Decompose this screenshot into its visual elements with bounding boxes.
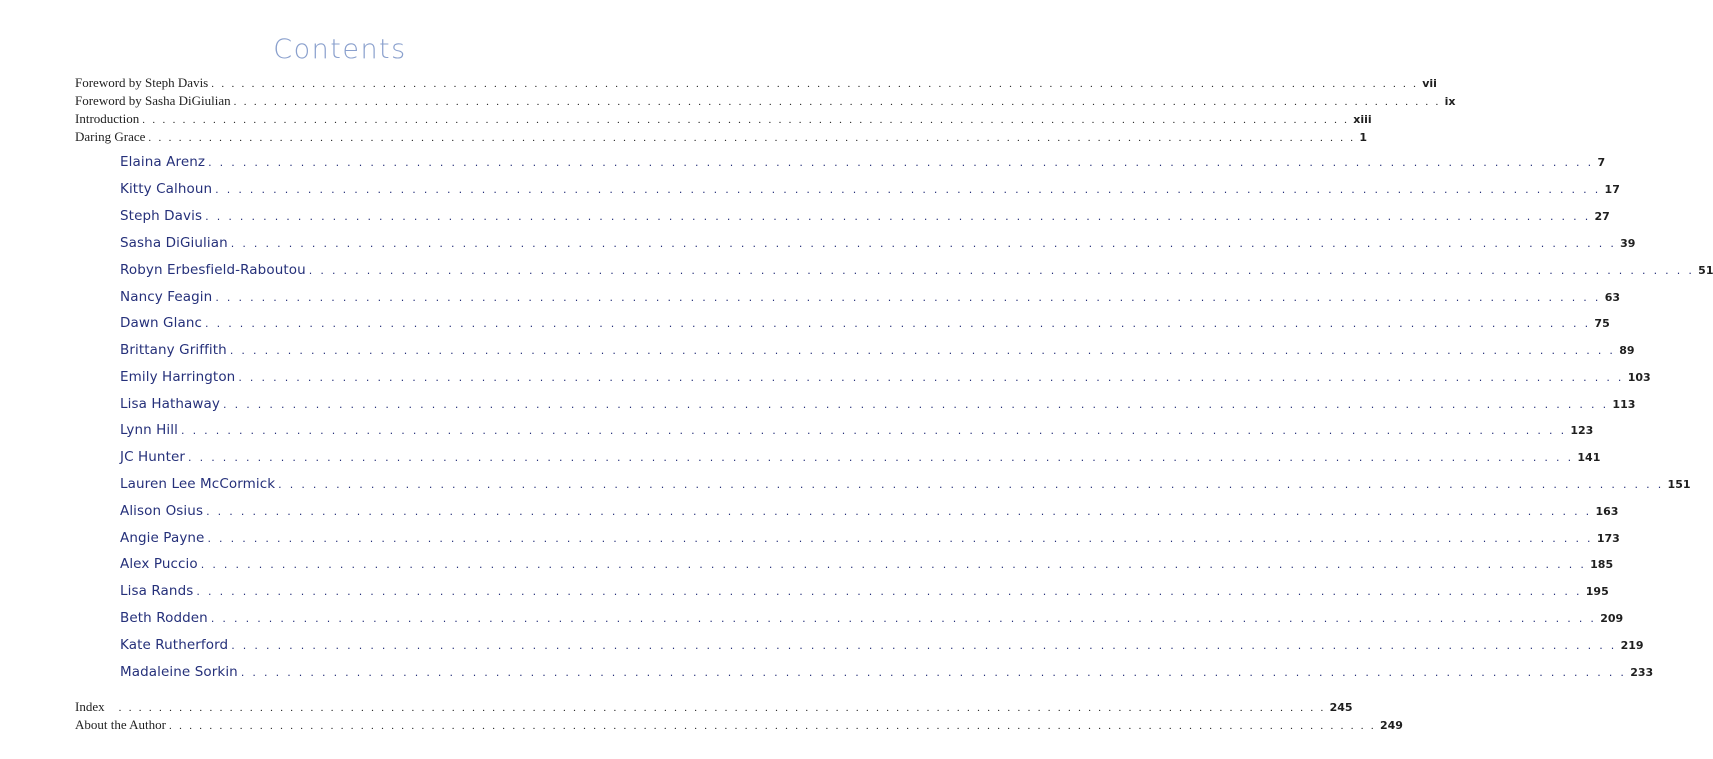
dot-leader: . . . . . . . . . . . . . . . . . . . . . . . . . . . . . . . . . . . . . . . . . . . . . . . . . . . . . . . . . . . . . . . . . . . . . . . . . . . . . . . . . . . . . . . . . . . . . . . . . . . . . . . . . . . . . . . . . . . . . . . . — [205, 210, 1591, 223]
toc-entry-daring-grace[interactable] — [75, 129, 1367, 147]
dot-leader: . . . . . . . . . . . . . . . . . . . . . . . . . . . . . . . . . . . . . . . . . . . . . . . . . . . . . . . . . . . . . . . . . . . . . . . . . . . . . . . . . . . . . . . . . . . . . . . . . . . . . . . . . . . . . . . . . . . . . . . . — [211, 78, 1419, 90]
toc-chapter-label: Lisa Rands — [120, 583, 194, 599]
toc-entry-page-number: vii — [1422, 77, 1437, 90]
toc-chapter-page-number: 17 — [1604, 183, 1620, 196]
dot-leader: . . . . . . . . . . . . . . . . . . . . . . . . . . . . . . . . . . . . . . . . . . . . . . . . . . . . . . . . . . . . . . . . . . . . . . . . . . . . . . . . . . . . . . . . . . . . . . . . . . . . . . . . . . . . . . . . . . . . . . . . — [229, 344, 1616, 357]
toc-chapter-sasha-digiulian[interactable] — [120, 235, 1636, 257]
dot-leader: . . . . . . . . . . . . . . . . . . . . . . . . . . . . . . . . . . . . . . . . . . . . . . . . . . . . . . . . . . . . . . . . . . . . . . . . . . . . . . . . . . . . . . . . . . . . . . . . . . . . . . . . . . . . . . . . . . . . . . . . — [208, 156, 1594, 169]
dot-leader: . . . . . . . . . . . . . . . . . . . . . . . . . . . . . . . . . . . . . . . . . . . . . . . . . . . . . . . . . . . . . . . . . . . . . . . . . . . . . . . . . . . . . . . . . . . . . . . . . . . . . . . . . . . . . . . . . . . . . . . . — [278, 478, 1664, 491]
toc-chapter-kate-rutherford[interactable] — [120, 637, 1644, 659]
toc-entry-label: Foreword by Steph Davis — [75, 75, 209, 90]
dot-leader: . . . . . . . . . . . . . . . . . . . . . . . . . . . . . . . . . . . . . . . . . . . . . . . . . . . . . . . . . . . . . . . . . . . . . . . . . . . . . . . . . . . . . . . . . . . . . . . . . . . . . . . . . . . . . . . . . . . . . . . . — [142, 114, 1350, 126]
toc-entry-label: Introduction — [75, 111, 140, 126]
toc-chapter-page-number: 123 — [1570, 424, 1594, 437]
toc-chapter-lisa-hathaway[interactable] — [120, 396, 1636, 418]
toc-entry-label: About the Author — [75, 717, 166, 732]
toc-chapter-page-number: 195 — [1585, 585, 1609, 598]
dot-leader: . . . . . . . . . . . . . . . . . . . . . . . . . . . . . . . . . . . . . . . . . . . . . . . . . . . . . . . . . . . . . . . . . . . . . . . . . . . . . . . . . . . . . . . . . . . . . . . . . . . . . . . . . . . . . . . . . . . . . . . . — [231, 639, 1617, 652]
toc-chapter-label: Nancy Feagin — [120, 289, 213, 305]
toc-chapter-page-number: 163 — [1595, 505, 1619, 518]
dot-leader: . . . . . . . . . . . . . . . . . . . . . . . . . . . . . . . . . . . . . . . . . . . . . . . . . . . . . . . . . . . . . . . . . . . . . . . . . . . . . . . . . . . . . . . . . . . . . . . . . . . . . . . . . . . . . . . . . . . . . . . . — [180, 424, 1567, 437]
toc-entry-about-the-author[interactable] — [75, 717, 1403, 735]
toc-chapter-label: Brittany Griffith — [120, 342, 227, 358]
toc-chapter-page-number: 173 — [1596, 532, 1620, 545]
toc-chapter-alison-osius[interactable] — [120, 503, 1619, 525]
toc-entry-label: Index — [75, 699, 105, 714]
toc-chapter-label: Lauren Lee McCormick — [120, 476, 276, 492]
toc-chapter-madaleine-sorkin[interactable] — [120, 664, 1654, 686]
toc-chapter-page-number: 103 — [1627, 371, 1651, 384]
toc-chapter-lauren-lee-mccormick[interactable] — [120, 476, 1691, 498]
dot-leader: . . . . . . . . . . . . . . . . . . . . . . . . . . . . . . . . . . . . . . . . . . . . . . . . . . . . . . . . . . . . . . . . . . . . . . . . . . . . . . . . . . . . . . . . . . . . . . . . . . . . . . . . . . . . . . . . . . . . . . . . — [207, 532, 1593, 545]
toc-entry-label: Foreword by Sasha DiGiulian — [75, 93, 231, 108]
toc-entry-introduction[interactable] — [75, 111, 1372, 129]
toc-chapter-angie-payne[interactable] — [120, 530, 1620, 552]
dot-leader: . . . . . . . . . . . . . . . . . . . . . . . . . . . . . . . . . . . . . . . . . . . . . . . . . . . . . . . . . . . . . . . . . . . . . . . . . . . . . . . . . . . . . . . . . . . . . . . . . . . . . . . . . . . . . . . . . . . . . . . . — [148, 132, 1356, 144]
toc-entry-label: Daring Grace — [75, 129, 146, 144]
dot-leader: . . . . . . . . . . . . . . . . . . . . . . . . . . . . . . . . . . . . . . . . . . . . . . . . . . . . . . . . . . . . . . . . . . . . . . . . . . . . . . . . . . . . . . . . . . . . . . . . . . . . . . . . . . . . . . . . . . . . . . . . — [205, 317, 1591, 330]
dot-leader: . . . . . . . . . . . . . . . . . . . . . . . . . . . . . . . . . . . . . . . . . . . . . . . . . . . . . . . . . . . . . . . . . . . . . . . . . . . . . . . . . . . . . . . . . . . . . . . . . . . . . . . . . . . . . . . . . . . . . . . . — [240, 666, 1627, 679]
toc-chapter-label: Angie Payne — [120, 530, 205, 546]
toc-chapter-robyn-erbesfield-raboutou[interactable] — [120, 262, 1713, 284]
toc-chapter-label: Dawn Glanc — [120, 315, 203, 331]
dot-leader: . . . . . . . . . . . . . . . . . . . . . . . . . . . . . . . . . . . . . . . . . . . . . . . . . . . . . . . . . . . . . . . . . . . . . . . . . . . . . . . . . . . . . . . . . . . . . . . . . . . . . . . . . . . . . . . . . . . . . . . . — [238, 371, 1624, 384]
dot-leader: . . . . . . . . . . . . . . . . . . . . . . . . . . . . . . . . . . . . . . . . . . . . . . . . . . . . . . . . . . . . . . . . . . . . . . . . . . . . . . . . . . . . . . . . . . . . . . . . . . . . . . . . . . . . . . . . . . . . . . . . — [200, 558, 1587, 571]
dot-leader: . . . . . . . . . . . . . . . . . . . . . . . . . . . . . . . . . . . . . . . . . . . . . . . . . . . . . . . . . . . . . . . . . . . . . . . . . . . . . . . . . . . . . . . . . . . . . . . . . . . . . . . . . . . . . . . . . . . . . . . . — [215, 183, 1601, 196]
toc-entry-foreword-steph-davis[interactable] — [75, 75, 1437, 93]
dot-leader: . . . . . . . . . . . . . . . . . . . . . . . . . . . . . . . . . . . . . . . . . . . . . . . . . . . . . . . . . . . . . . . . . . . . . . . . . . . . . . . . . . . . . . . . . . . . . . . . . . . . . . . . . . . . . . . . . . . . . . . . — [169, 720, 1376, 732]
toc-chapter-emily-harrington[interactable] — [120, 369, 1651, 391]
toc-chapter-lynn-hill[interactable] — [120, 422, 1594, 444]
dot-leader: . . . . . . . . . . . . . . . . . . . . . . . . . . . . . . . . . . . . . . . . . . . . . . . . . . . . . . . . . . . . . . . . . . . . . . . . . . . . . . . . . . . . . . . . . . . . . . . . . . . . . . . . . . . . . . . . . . . . . . . . — [308, 264, 1695, 277]
toc-chapter-alex-puccio[interactable] — [120, 556, 1614, 578]
toc-chapter-label: Elaina Arenz — [120, 154, 206, 170]
toc-chapter-beth-rodden[interactable] — [120, 610, 1624, 632]
dot-leader: . . . . . . . . . . . . . . . . . . . . . . . . . . . . . . . . . . . . . . . . . . . . . . . . . . . . . . . . . . . . . . . . . . . . . . . . . . . . . . . . . . . . . . . . . . . . . . . . . . . . . . . . . . . . . . . . . . . . . . . . — [196, 585, 1582, 598]
toc-entry-index[interactable] — [75, 699, 1353, 717]
toc-chapter-nancy-feagin[interactable] — [120, 289, 1621, 311]
toc-chapter-label: Madaleine Sorkin — [120, 664, 238, 680]
toc-chapter-label: Steph Davis — [120, 208, 203, 224]
toc-chapter-label: Emily Harrington — [120, 369, 236, 385]
toc-chapter-elaina-arenz[interactable] — [120, 154, 1606, 176]
toc-chapter-steph-davis[interactable] — [120, 208, 1610, 230]
dot-leader: . . . . . . . . . . . . . . . . . . . . . . . . . . . . . . . . . . . . . . . . . . . . . . . . . . . . . . . . . . . . . . . . . . . . . . . . . . . . . . . . . . . . . . . . . . . . . . . . . . . . . . . . . . . . . . . . . . . . . . . . — [223, 398, 1609, 411]
toc-chapter-dawn-glanc[interactable] — [120, 315, 1610, 337]
toc-chapter-page-number: 39 — [1620, 237, 1636, 250]
toc-chapter-page-number: 185 — [1590, 558, 1614, 571]
toc-chapter-page-number: 209 — [1600, 612, 1624, 625]
dot-leader: . . . . . . . . . . . . . . . . . . . . . . . . . . . . . . . . . . . . . . . . . . . . . . . . . . . . . . . . . . . . . . . . . . . . . . . . . . . . . . . . . . . . . . . . . . . . . . . . . . . . . . . . . . . . . . . . . . . . . . . . — [233, 96, 1441, 108]
toc-chapter-label: Robyn Erbesfield-Raboutou — [120, 262, 306, 278]
toc-chapter-page-number: 89 — [1619, 344, 1635, 357]
toc-chapter-brittany-griffith[interactable] — [120, 342, 1635, 364]
toc-chapter-label: Alex Puccio — [120, 556, 198, 572]
toc-chapter-page-number: 27 — [1594, 210, 1610, 223]
dot-leader: . . . . . . . . . . . . . . . . . . . . . . . . . . . . . . . . . . . . . . . . . . . . . . . . . . . . . . . . . . . . . . . . . . . . . . . . . . . . . . . . . . . . . . . . . . . . . . . . . . . . . . . . . . . . . . . . . . . . . . . . — [188, 451, 1574, 464]
toc-entry-page-number: xiii — [1353, 113, 1372, 126]
dot-leader: . . . . . . . . . . . . . . . . . . . . . . . . . . . . . . . . . . . . . . . . . . . . . . . . . . . . . . . . . . . . . . . . . . . . . . . . . . . . . . . . . . . . . . . . . . . . . . . . . . . . . . . . . . . . . . . . . . . . . . . . — [210, 612, 1597, 625]
toc-chapter-page-number: 219 — [1620, 639, 1644, 652]
toc-chapter-label: Lisa Hathaway — [120, 396, 221, 412]
toc-chapter-label: Lynn Hill — [120, 422, 178, 438]
toc-chapter-label: Kate Rutherford — [120, 637, 229, 653]
toc-chapter-lisa-rands[interactable] — [120, 583, 1609, 605]
toc-chapter-page-number: 233 — [1630, 666, 1654, 679]
toc-chapter-label: Alison Osius — [120, 503, 204, 519]
toc-chapter-page-number: 113 — [1612, 398, 1636, 411]
toc-entry-foreword-sasha-digiulian[interactable] — [75, 93, 1456, 111]
toc-entry-page-number: 245 — [1329, 701, 1353, 714]
toc-chapter-label: Kitty Calhoun — [120, 181, 213, 197]
toc-entry-page-number: ix — [1444, 95, 1456, 108]
toc-chapter-page-number: 75 — [1594, 317, 1610, 330]
toc-chapter-page-number: 7 — [1597, 156, 1606, 169]
toc-chapter-label: JC Hunter — [120, 449, 186, 465]
toc-chapter-kitty-calhoun[interactable] — [120, 181, 1620, 203]
dot-leader: . . . . . . . . . . . . . . . . . . . . . . . . . . . . . . . . . . . . . . . . . . . . . . . . . . . . . . . . . . . . . . . . . . . . . . . . . . . . . . . . . . . . . . . . . . . . . . . . . . . . . . . . . . . . . . . . . . . . . . . . — [215, 291, 1601, 304]
toc-chapter-page-number: 151 — [1667, 478, 1691, 491]
page-title: Contents — [273, 34, 407, 65]
toc-entry-page-number: 249 — [1379, 719, 1403, 732]
dot-leader: . . . . . . . . . . . . . . . . . . . . . . . . . . . . . . . . . . . . . . . . . . . . . . . . . . . . . . . . . . . . . . . . . . . . . . . . . . . . . . . . . . . . . . . . . . . . . . . . . . . . . . . . . . . . . . . . . . . . . . . . — [206, 505, 1592, 518]
toc-chapter-page-number: 141 — [1577, 451, 1601, 464]
toc-entry-page-number: 1 — [1359, 131, 1367, 144]
toc-chapter-jc-hunter[interactable] — [120, 449, 1601, 471]
dot-leader: . . . . . . . . . . . . . . . . . . . . . . . . . . . . . . . . . . . . . . . . . . . . . . . . . . . . . . . . . . . . . . . . . . . . . . . . . . . . . . . . . . . . . . . . . . . . . . . . . . . . . . . . . . . . . . . . . . . . . . . . — [118, 702, 1326, 714]
toc-chapter-label: Sasha DiGiulian — [120, 235, 228, 251]
toc-chapter-page-number: 51 — [1698, 264, 1713, 277]
toc-chapter-page-number: 63 — [1604, 291, 1621, 304]
dot-leader: . . . . . . . . . . . . . . . . . . . . . . . . . . . . . . . . . . . . . . . . . . . . . . . . . . . . . . . . . . . . . . . . . . . . . . . . . . . . . . . . . . . . . . . . . . . . . . . . . . . . . . . . . . . . . . . . . . . . . . . . — [230, 237, 1617, 250]
toc-chapter-label: Beth Rodden — [120, 610, 208, 626]
